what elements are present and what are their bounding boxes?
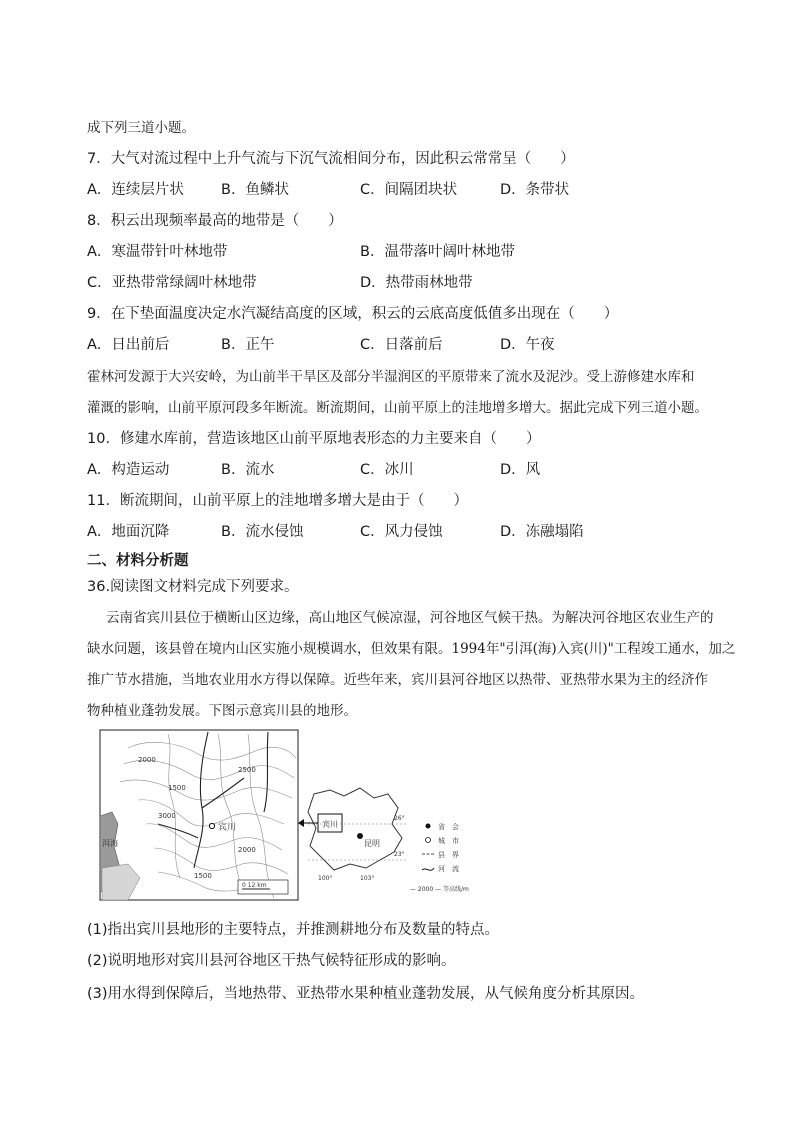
q36-para1: 云南省宾川县位于横断山区边缘，高山地区气候凉湿，河谷地区气候干热。为解决河谷地区农业生产的: [106, 610, 714, 626]
q9-option-d: D．午夜: [500, 337, 555, 353]
contour-label-4: 3000: [158, 812, 176, 820]
q8-option-d: D．热带雨林地带: [360, 275, 473, 291]
binchuan-city-marker: [209, 823, 214, 828]
q36-para4: 物种植业蓬勃发展。下图示意宾川县的地形。: [87, 703, 357, 719]
q11-option-d: D．冻融塌陷: [500, 524, 584, 540]
contour-label-2: 1500: [168, 784, 186, 792]
q11-stem: 11．断流期间，山前平原上的洼地增多增大是由于（ ）: [87, 493, 468, 509]
lon-100-label: 100°: [318, 875, 333, 882]
q7-option-a: A．连续层片状: [87, 182, 184, 198]
kunming-label: 昆明: [364, 839, 380, 848]
binchuan-terrain-map: [98, 728, 498, 906]
contour-label-6: 1500: [194, 872, 212, 880]
section-heading: 二、材料分析题: [87, 553, 189, 569]
city-legend-icon: [426, 838, 431, 843]
q36-para2: 缺水问题，该县曾在境内山区实施小规模调水，但效果有限。1994年"引洱(海)入宾(川)"工程竣工通水，加之: [87, 641, 736, 657]
q9-option-a: A．日出前后: [87, 337, 170, 353]
river-legend-icon: [422, 868, 434, 870]
q9-stem: 9．在下垫面温度决定水汽凝结高度的区域，积云的云底高度低值多出现在（ ）: [87, 306, 619, 322]
lon-103-label: 103°: [360, 875, 375, 882]
q36-sub3: (3)用水得到保障后，当地热带、亚热带水果种植业蓬勃发展，从气候角度分析其原因。: [87, 986, 645, 1002]
q10-option-b: B．流水: [221, 462, 275, 478]
q7-option-b: B．鱼鳞状: [221, 182, 289, 198]
legend-river: 河 流: [438, 865, 459, 873]
passage2-line1: 霍林河发源于大兴安岭，为山前半干旱区及部分半湿润区的平原带来了流水及泥沙。受上游修建水库和: [87, 369, 695, 385]
q36-sub1: (1)指出宾川县地形的主要特点，并推测耕地分布及数量的特点。: [87, 922, 500, 938]
intro-tail: 成下列三道小题。: [87, 120, 195, 136]
q9-option-b: B．正午: [221, 337, 275, 353]
q36-sub2: (2)说明地形对宾川县河谷地区干热气候特征形成的影响。: [87, 953, 456, 969]
inset-map: [298, 788, 408, 882]
legend-capital: 省 会: [438, 823, 459, 831]
kunming-marker: [357, 833, 363, 839]
capital-legend-icon: [426, 824, 431, 829]
q10-option-a: A．构造运动: [87, 462, 170, 478]
q10-option-c: C．冰川: [360, 462, 414, 478]
q8-option-a: A．寒温带针叶林地带: [87, 244, 228, 260]
q8-stem: 8．积云出现频率最高的地带是（ ）: [87, 213, 343, 229]
q11-option-a: A．地面沉降: [87, 524, 170, 540]
q36-stem: 36.阅读图文材料完成下列要求。: [87, 579, 299, 595]
q7-option-c: C．间隔团块状: [360, 182, 458, 198]
contour-label-5: 2000: [238, 846, 256, 854]
contour-label-1: 2000: [138, 756, 156, 764]
legend-city: 城 市: [438, 837, 459, 845]
erhai-label: 洱海: [102, 839, 118, 848]
q9-option-c: C．日落前后: [360, 337, 443, 353]
contour-label-3: 2500: [238, 766, 256, 774]
q8-option-b: B．温带落叶阔叶林地带: [360, 244, 515, 260]
q8-option-c: C．亚热带常绿阔叶林地带: [87, 275, 257, 291]
legend-contour: — 2000 — 等高线/m: [410, 886, 469, 893]
q7-stem: 7．大气对流过程中上升气流与下沉气流相间分布，因此积云常常呈（ ）: [87, 151, 575, 167]
q11-option-b: B．流水侵蚀: [221, 524, 304, 540]
q36-para3: 推广节水措施，当地农业用水方得以保障。近些年来，宾川县河谷地区以热带、亚热带水果为主的经济作: [87, 672, 708, 688]
q11-option-c: C．风力侵蚀: [360, 524, 443, 540]
q10-option-d: D．风: [500, 462, 541, 478]
lat-23-label: 23°: [394, 851, 405, 858]
scale-label: 0 12 km: [242, 882, 267, 889]
map-legend: [410, 822, 469, 893]
q7-option-d: D．条带状: [500, 182, 570, 198]
legend-boundary: 县 界: [438, 851, 459, 859]
lat-26-label: 26°: [394, 815, 405, 822]
inset-arrow-icon: [298, 819, 304, 827]
inset-binchuan-label: 宾川: [322, 820, 338, 829]
q10-stem: 10．修建水库前，营造该地区山前平原地表形态的力主要来自（ ）: [87, 431, 541, 447]
binchuan-label: 宾川: [218, 823, 237, 833]
passage2-line2: 灌溉的影响，山前平原河段多年断流。断流期间，山前平原上的洼地增多增大。据此完成下列三道小题。: [87, 400, 708, 416]
